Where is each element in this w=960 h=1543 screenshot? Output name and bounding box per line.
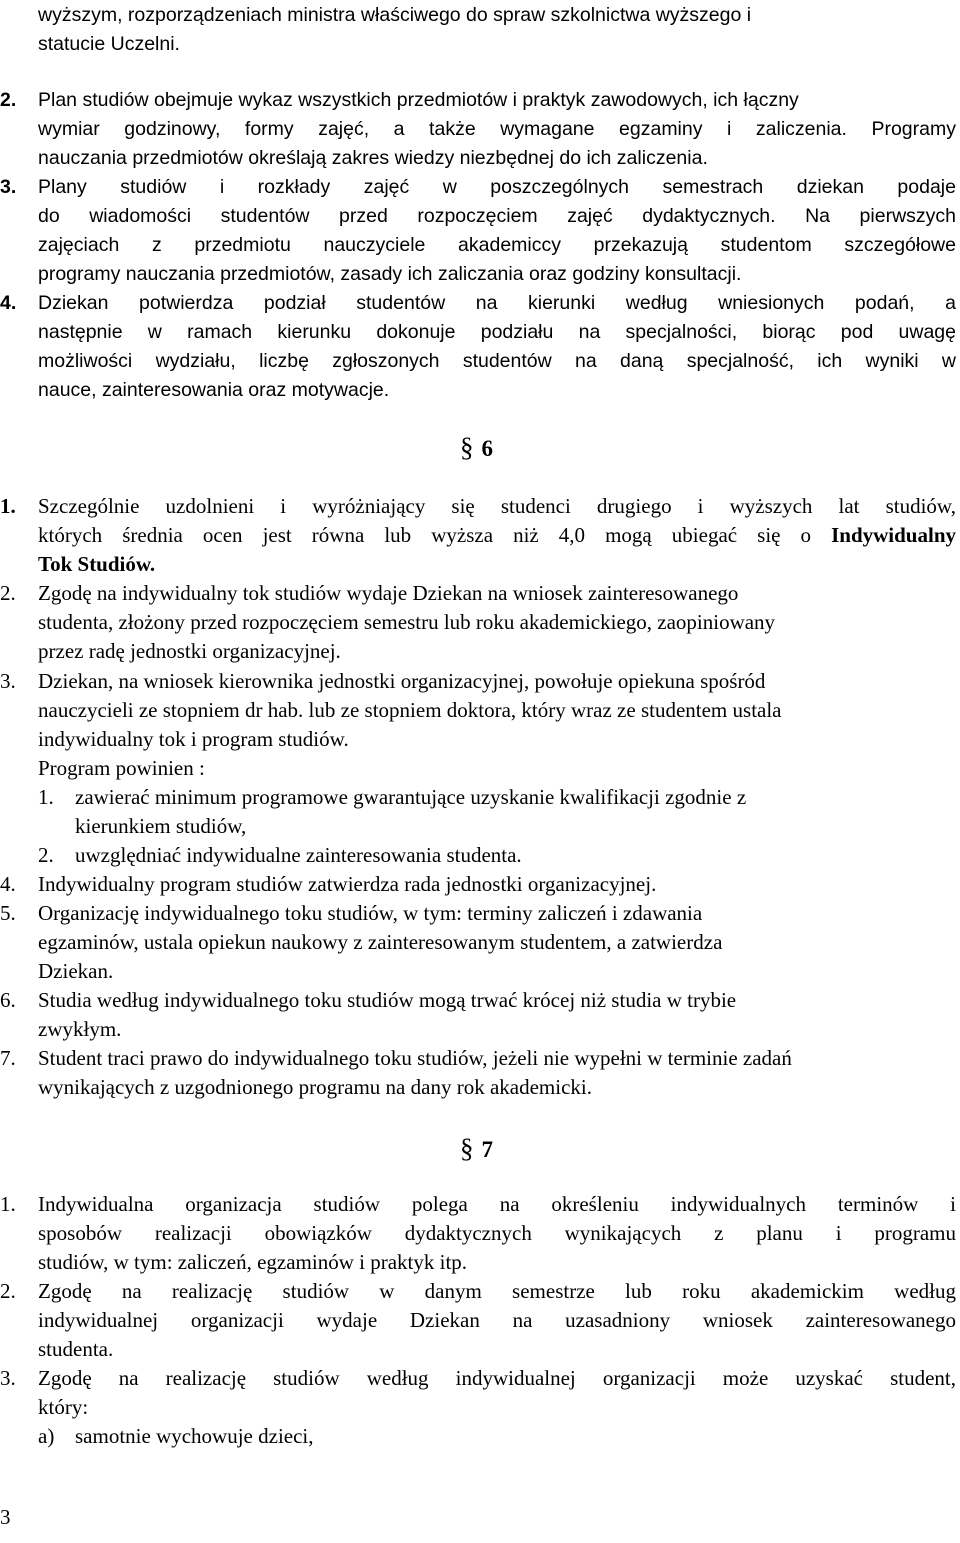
section-number: 7	[481, 1137, 493, 1162]
text-line: nauczycieli ze stopniem dr hab. lub ze stopniem doktora, który wraz ze studentem ustala	[38, 698, 782, 722]
text-line: Plany studiów i rozkłady zajęć w poszczególnych semestrach dziekan podaje	[38, 176, 956, 198]
item-number: 6.	[0, 988, 16, 1012]
item-number: 5.	[0, 901, 16, 925]
item-number: 1.	[0, 1192, 16, 1216]
item-number: 3.	[0, 669, 16, 693]
text-line: uwzględniać indywidualne zainteresowania studenta.	[75, 843, 522, 867]
text-line: zawierać minimum programowe gwarantujące uzyskanie kwalifikacji zgodnie z	[75, 785, 747, 809]
text-line: przez radę jednostki organizacyjnej.	[38, 639, 341, 663]
text-line: do wiadomości studentów przed rozpoczęciem zajęć dydaktycznych. Na pierwszych	[38, 205, 956, 227]
text-line: studiów, w tym: zaliczeń, egzaminów i praktyk itp.	[38, 1250, 468, 1274]
section-heading	[460, 432, 493, 464]
text-line: indywidualny tok i program studiów.	[38, 727, 349, 751]
item-number: 7.	[0, 1046, 16, 1070]
text-line: Szczególnie uzdolnieni i wyróżniający się studenci drugiego i wyższych lat studiów,	[38, 494, 956, 518]
item-number: 2.	[38, 843, 54, 867]
text-line: nauczania przedmiotów określają zakres wiedzy niezbędnej do ich zaliczenia.	[38, 147, 708, 169]
text-line: samotnie wychowuje dzieci,	[75, 1424, 314, 1448]
section-symbol: §	[460, 432, 474, 462]
text-line: zwykłym.	[38, 1017, 122, 1041]
text-line: Tok Studiów.	[38, 552, 156, 576]
text-line: Zgodę na indywidualny tok studiów wydaje Dziekan na wniosek zainteresowanego	[38, 581, 739, 605]
text-line: Student traci prawo do indywidualnego toku studiów, jeżeli nie wypełni w terminie zadań	[38, 1046, 792, 1070]
text-line: Indywidualna organizacja studiów polega na określeniu indywidualnych terminów i	[38, 1192, 956, 1216]
section-symbol: §	[460, 1133, 474, 1163]
text-line: studenta.	[38, 1337, 114, 1361]
item-number: 1.	[0, 494, 16, 518]
text-run-bold: Indywidualny	[831, 523, 956, 547]
text-line: Dziekan, na wniosek kierownika jednostki organizacyjnej, powołuje opiekuna spośród	[38, 669, 766, 693]
item-number: 2.	[0, 1279, 16, 1303]
text-line: Zgodę na realizację studiów według indywidualnej organizacji może uzyskać student,	[38, 1366, 956, 1390]
text-line: studenta, złożony przed rozpoczęciem semestru lub roku akademickiego, zaopiniowany	[38, 610, 776, 634]
text-line: programy nauczania przedmiotów, zasady ich zaliczania oraz godziny konsultacji.	[38, 263, 742, 285]
text-line: egzaminów, ustala opiekun naukowy z zainteresowanym studentem, a zatwierdza	[38, 930, 723, 954]
item-number: 3.	[0, 176, 17, 198]
text-line: zajęciach z przedmiotu nauczyciele akademiccy przekazują studentom szczegółowe	[38, 234, 956, 256]
text-line: indywidualnej organizacji wydaje Dziekan na uzasadniony wniosek zainteresowanego	[38, 1308, 956, 1332]
item-number: 4.	[0, 872, 16, 896]
text-line: nauce, zainteresowania oraz motywacje.	[38, 379, 390, 401]
section-number: 6	[481, 436, 493, 461]
text-line: Organizację indywidualnego toku studiów, w tym: terminy zaliczeń i zdawania	[38, 901, 703, 925]
item-number: 4.	[0, 292, 17, 314]
text-line: możliwości wydziału, liczbę zgłoszonych studentów na daną specjalność, ich wyniki w	[38, 350, 956, 372]
item-number: 2.	[0, 581, 16, 605]
text-line: wymiar godzinowy, formy zajęć, a także wymagane egzaminy i zaliczenia. Programy	[38, 118, 956, 140]
item-number: 1.	[38, 785, 54, 809]
text-line	[38, 521, 956, 549]
page-number: 3	[0, 1505, 11, 1529]
item-number: 3.	[0, 1366, 16, 1390]
text-line: Plan studiów obejmuje wykaz wszystkich przedmiotów i praktyk zawodowych, ich łączny	[38, 89, 799, 111]
text-line: kierunkiem studiów,	[75, 814, 247, 838]
text-line: wynikających z uzgodnionego programu na dany rok akademicki.	[38, 1075, 592, 1099]
text-line: Dziekan potwierdza podział studentów na kierunki według wniesionych podań, a	[38, 292, 956, 314]
item-number: a)	[38, 1424, 55, 1448]
text-line: Program powinien :	[38, 756, 205, 780]
item-number: 2.	[0, 89, 17, 111]
text-line: statucie Uczelni.	[38, 33, 180, 55]
section-heading	[460, 1133, 493, 1165]
text-line: następnie w ramach kierunku dokonuje podziału na specjalności, biorąc pod uwagę	[38, 321, 956, 343]
text-line: Dziekan.	[38, 959, 114, 983]
text-line: Studia według indywidualnego toku studiów mogą trwać krócej niż studia w trybie	[38, 988, 737, 1012]
text-run: których średnia ocen jest równa lub wyższa niż 4,0 mogą ubiegać się o	[38, 523, 812, 547]
text-line: Zgodę na realizację studiów w danym semestrze lub roku akademickim według	[38, 1279, 956, 1303]
text-line: który:	[38, 1395, 89, 1419]
text-line: sposobów realizacji obowiązków dydaktycznych wynikających z planu i programu	[38, 1221, 956, 1245]
text-line: wyższym, rozporządzeniach ministra właściwego do spraw szkolnictwa wyższego i	[38, 4, 752, 26]
text-line: Indywidualny program studiów zatwierdza rada jednostki organizacyjnej.	[38, 872, 657, 896]
